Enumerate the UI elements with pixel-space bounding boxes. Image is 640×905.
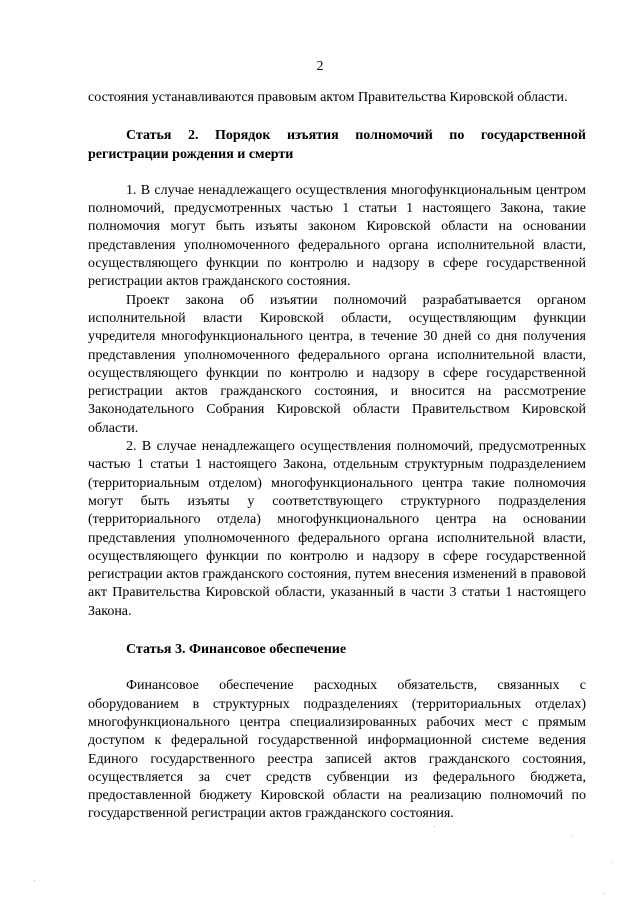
scan-speck (612, 862, 613, 863)
scan-speck (603, 893, 604, 894)
document-body (88, 89, 586, 824)
scan-speck (572, 836, 573, 837)
paragraph-continuation: состояния устанавливаются правовым актом Правительства Кировской области. (88, 90, 568, 105)
scan-speck (434, 826, 435, 827)
article-2-heading: Статья 2. Порядок изъятия полномочий по государственной регистрации рождения и смерти (88, 128, 586, 162)
page-number: 2 (316, 59, 324, 74)
article-2-clause-1: 1. В случае ненадлежащего осуществления многофункциональным центром полномочий, предусмотренных частью 1 статьи 1 настоящего Закона, такие полномочия могут быть изъяты законом Кировской области на основании представления уполномоченного федерального органа исполнительной власти, осуществляющего функции по контролю и надзору в сфере государственной регистрации актов гражданского состояния. (88, 182, 586, 290)
scan-speck (34, 880, 35, 881)
article-2-clause-2: 2. В случае ненадлежащего осуществления полномочий, предусмотренных частью 1 статьи 1 настоящего Закона, отдельным структурным подразделением (территориальным отделом) многофункционального центра такие полномочия могут быть изъяты у соответствующего структурного подразделения (территориального отдела) многофункционального центра на основании представления уполномоченного федерального органа исполнительной власти, осуществляющего функции по контролю и надзору в сфере государственной регистрации актов гражданского состояния, путем внесения изменений в правовой акт Правительства Кировской области, указанный в части 3 статьи 1 настоящего Закона. (88, 439, 586, 619)
article-3-text: Финансовое обеспечение расходных обязательств, связанных с оборудованием в структурных подразделениях (территориальных отделах) многофункционального центра специализированных рабочих мест с прямым доступом к федеральной государственной информационной системе ведения Единого государственного реестра записей актов гражданского состояния, осуществляется за счет средств субвенции из федерального бюджета, предоставленной бюджету Кировской области на реализацию полномочий по государственной регистрации актов гражданского состояния. (88, 678, 586, 822)
article-2-clause-1-project: Проект закона об изъятии полномочий разрабатывается органом исполнительной власти Кировской области, осуществляющим функции учредителя многофункционального центра, в течение 30 дней со дня получения представления уполномоченного федерального органа исполнительной власти, осуществляющего функции по контролю и надзору в сфере государственной регистрации актов гражданского состояния, и вносится на рассмотрение Законодательного Собрания Кировской области Правительством Кировской области. (88, 292, 586, 436)
article-3-heading: Статья 3. Финансовое обеспечение (126, 642, 347, 658)
